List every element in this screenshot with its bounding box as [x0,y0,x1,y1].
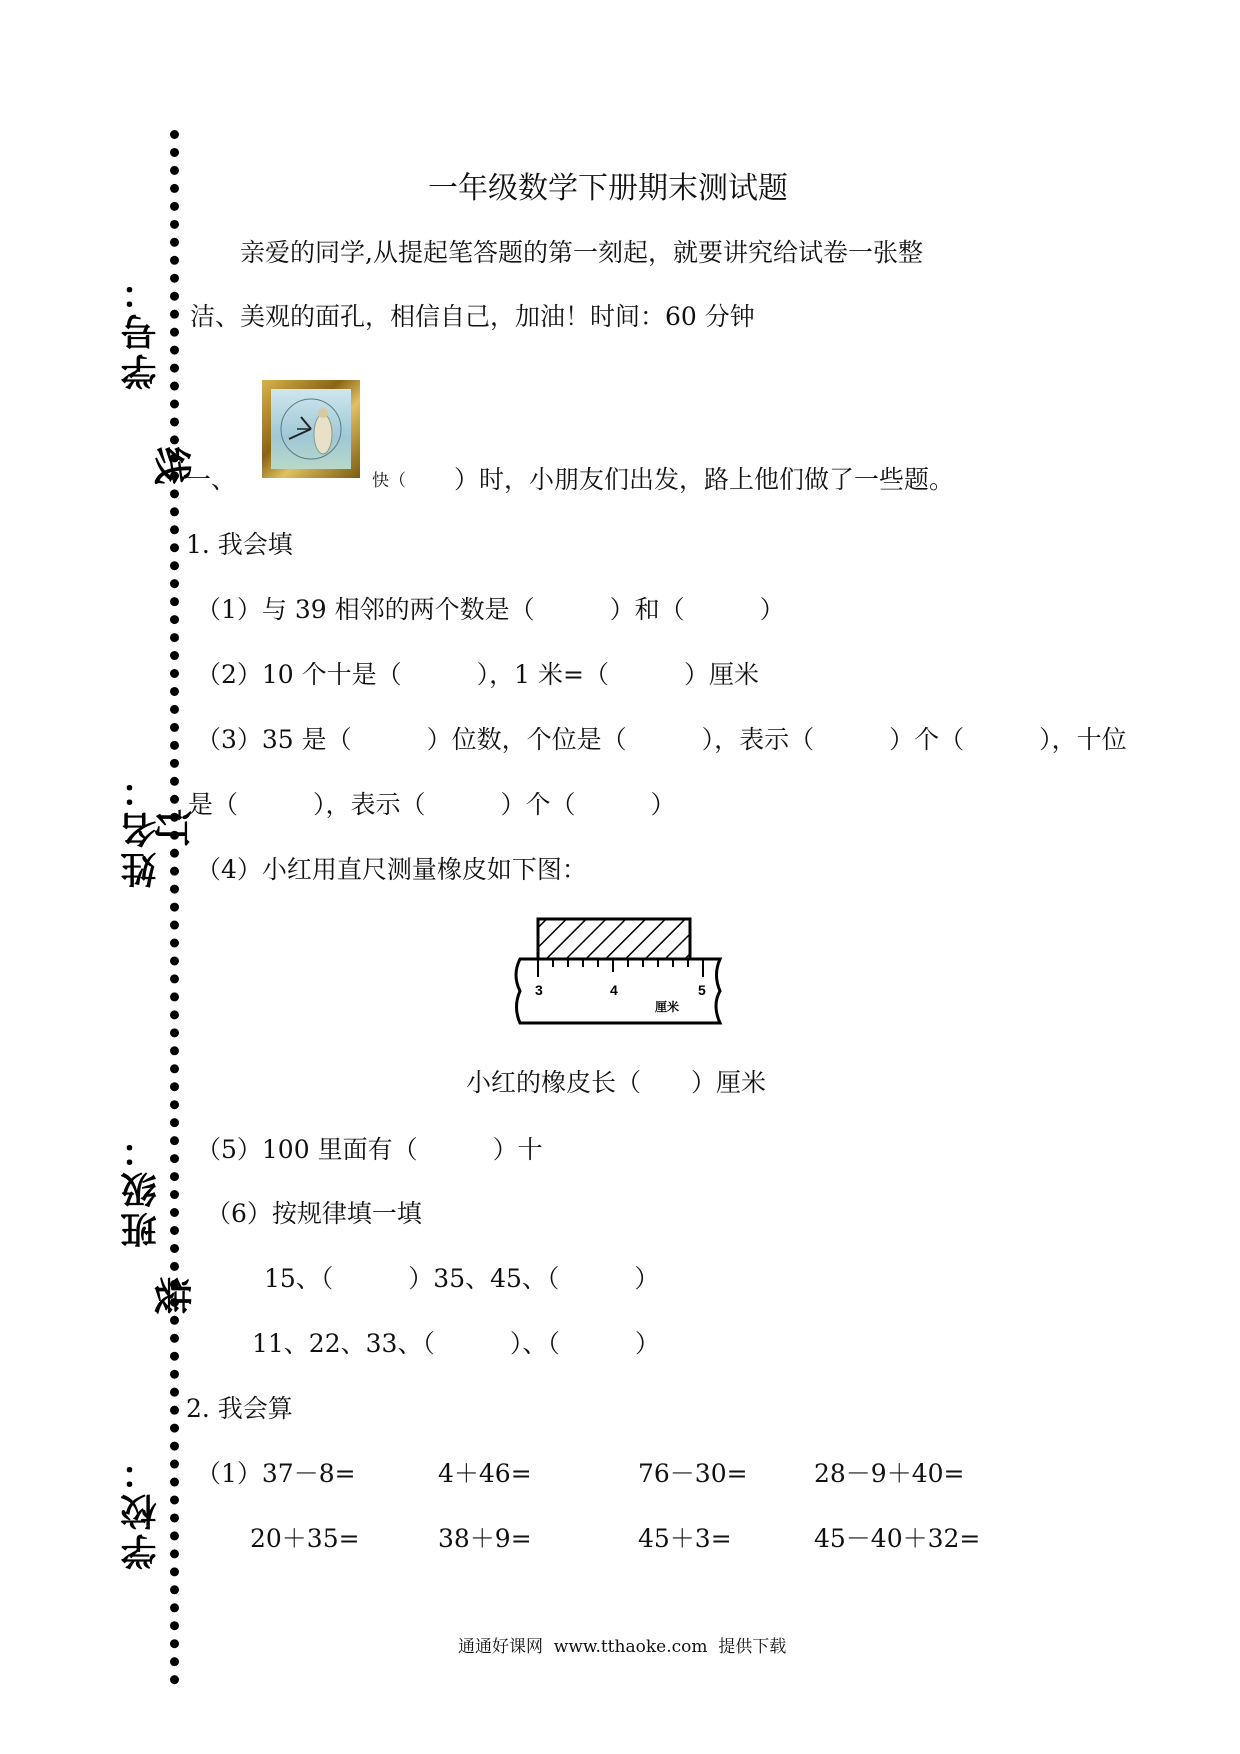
clock-face-icon [271,389,351,469]
calc-item: 20＋35= [250,1524,360,1553]
calc-item: 38＋9= [438,1524,532,1553]
ruler-unit: 厘米 [655,1000,680,1014]
class-label: 班级： [121,1128,162,1248]
clock-picture [262,380,360,478]
question-6-sequence-1: 15、（ ）35、45、（ ） [264,1264,660,1293]
footer-credit: 通通好课网 www.tthaoke.com 提供下载 [458,1637,787,1657]
ruler-tick-5: 5 [698,982,706,998]
ruler-tick-4: 4 [610,982,618,998]
binding-dotted-line [170,130,179,1685]
question-4: （4）小红用直尺测量橡皮如下图： [196,855,587,884]
ruler-tick-3: 3 [535,982,543,998]
eraser-shape [538,919,690,959]
question-3-line-1: （3）35 是（ ）位数，个位是（ ），表示（ ）个（ ），十位 [196,725,1127,754]
question-6-sequence-2: 11、22、33、（ ）、（ ） [252,1329,660,1358]
section-1-text: ）时，小朋友们出发，路上他们做了一些题。 [454,465,955,494]
calc-item: （1）37－8= [196,1459,356,1488]
question-6: （6）按规律填一填 [206,1199,422,1228]
name-label: 姓名： [121,768,162,888]
calc-item: 45－40＋32= [814,1524,981,1553]
question-3-line-2: 是（ ），表示（ ）个（ ） [188,790,676,819]
school-label: 学校： [121,1450,162,1570]
margin-mount-char: 装 [149,1276,194,1315]
student-id-label: 学号： [121,270,162,390]
intro-line-2: 洁、美观的面孔，相信自己，加油！时间：60 分钟 [190,302,755,331]
calc-item: 45＋3= [638,1524,732,1553]
calc-item: 76－30= [638,1459,748,1488]
ruler-figure [510,915,730,1040]
intro-line-1: 亲爱的同学,从提起笔答题的第一刻起，就要讲究给试卷一张整 [240,238,923,267]
page-title: 一年级数学下册期末测试题 [428,171,788,206]
section-1-prefix: 一、 [186,465,237,494]
ruler-body [516,959,720,1023]
part-2-title: 2. 我会算 [186,1394,293,1423]
margin-bind-char: 订 [149,808,194,847]
question-1: （1）与 39 相邻的两个数是（ ）和（ ） [196,595,785,624]
calc-item: 28－9＋40= [814,1459,965,1488]
question-2: （2）10 个十是（ ），1 米=（ ）厘米 [196,660,759,689]
calc-item: 4＋46= [438,1459,532,1488]
part-1-title: 1. 我会填 [186,530,293,559]
section-1-quick: 快（ [372,471,406,491]
question-4-answer: 小红的橡皮长（ ）厘米 [466,1068,767,1097]
question-5: （5）100 里面有（ ）十 [196,1135,543,1164]
margin-line-char: 线 [149,446,194,485]
